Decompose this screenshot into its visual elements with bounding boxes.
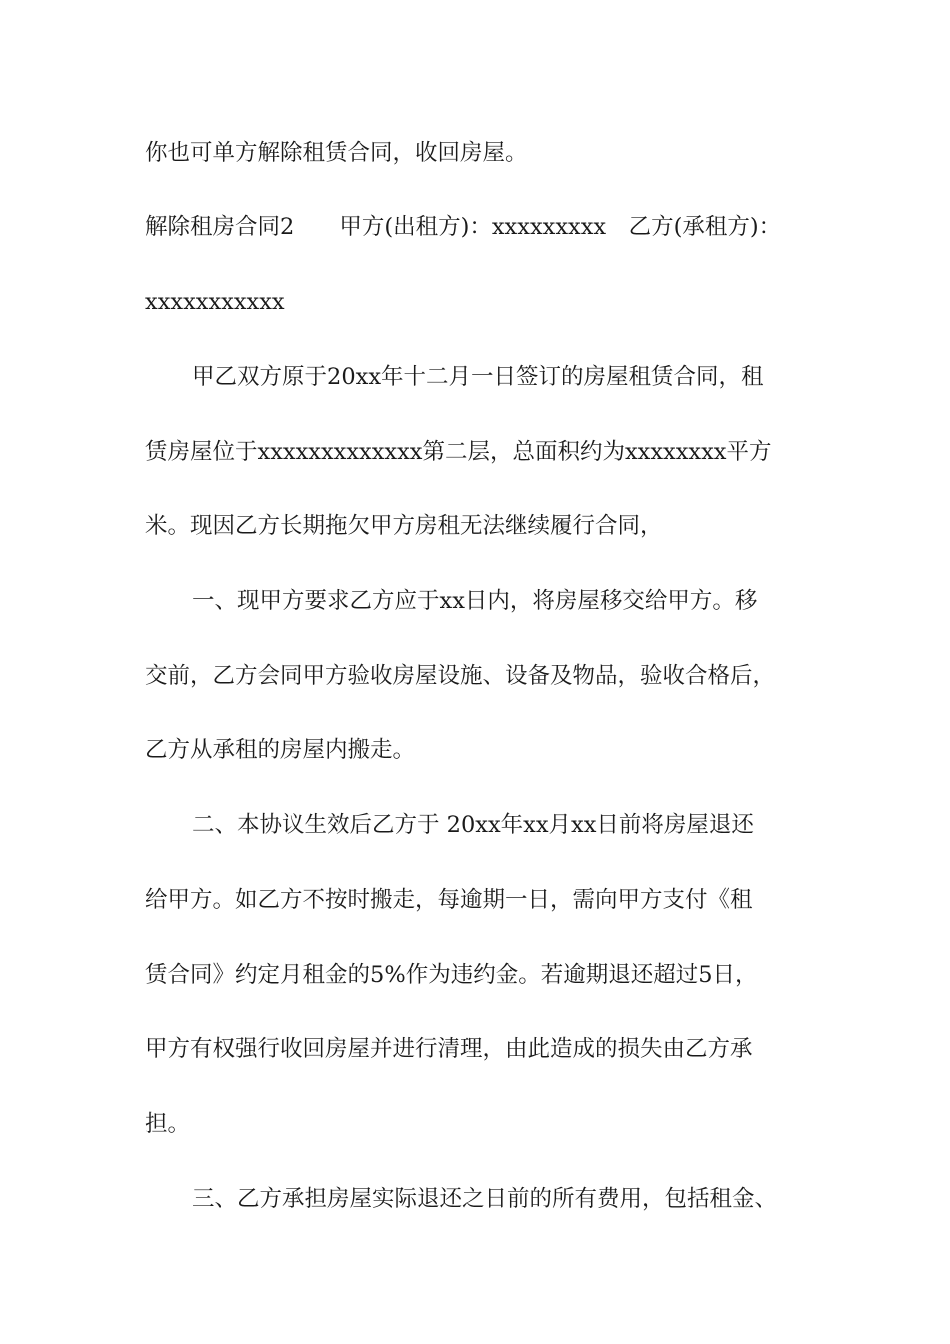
text-line: 米。现因乙方长期拖欠甲方房租无法继续履行合同， <box>145 513 663 539</box>
text-line: 担。 <box>145 1111 191 1137</box>
paragraph-start-line: 甲乙双方原于20xx年十二月一日签订的房屋租赁合同，租 <box>192 364 764 390</box>
text-line: 赁房屋位于xxxxxxxxxxxxx第二层，总面积约为xxxxxxxx平方 <box>145 439 772 465</box>
clause-three-line: 三、乙方承担房屋实际退还之日前的所有费用，包括租金、 <box>192 1186 778 1212</box>
clause-two-line: 二、本协议生效后乙方于 20xx年xx月xx日前将房屋退还 <box>192 812 754 838</box>
text-line: 给甲方。如乙方不按时搬走，每逾期一日，需向甲方支付《租 <box>145 887 753 913</box>
text-line: xxxxxxxxxxx <box>145 289 285 315</box>
text-line: 交前，乙方会同甲方验收房屋设施、设备及物品，验收合格后， <box>145 663 776 689</box>
text-line: 乙方从承租的房屋内搬走。 <box>145 737 416 763</box>
clause-one-line: 一、现甲方要求乙方应于xx日内，将房屋移交给甲方。移 <box>192 588 758 614</box>
text-line: 你也可单方解除租赁合同，收回房屋。 <box>145 140 528 166</box>
text-line: 赁合同》约定月租金的5%作为违约金。若逾期退还超过5日， <box>145 962 758 988</box>
text-line: 甲方有权强行收回房屋并进行清理，由此造成的损失由乙方承 <box>145 1036 753 1062</box>
section-heading-line: 解除租房合同2 甲方(出租方)：xxxxxxxxx 乙方(承租方)： <box>145 214 782 240</box>
